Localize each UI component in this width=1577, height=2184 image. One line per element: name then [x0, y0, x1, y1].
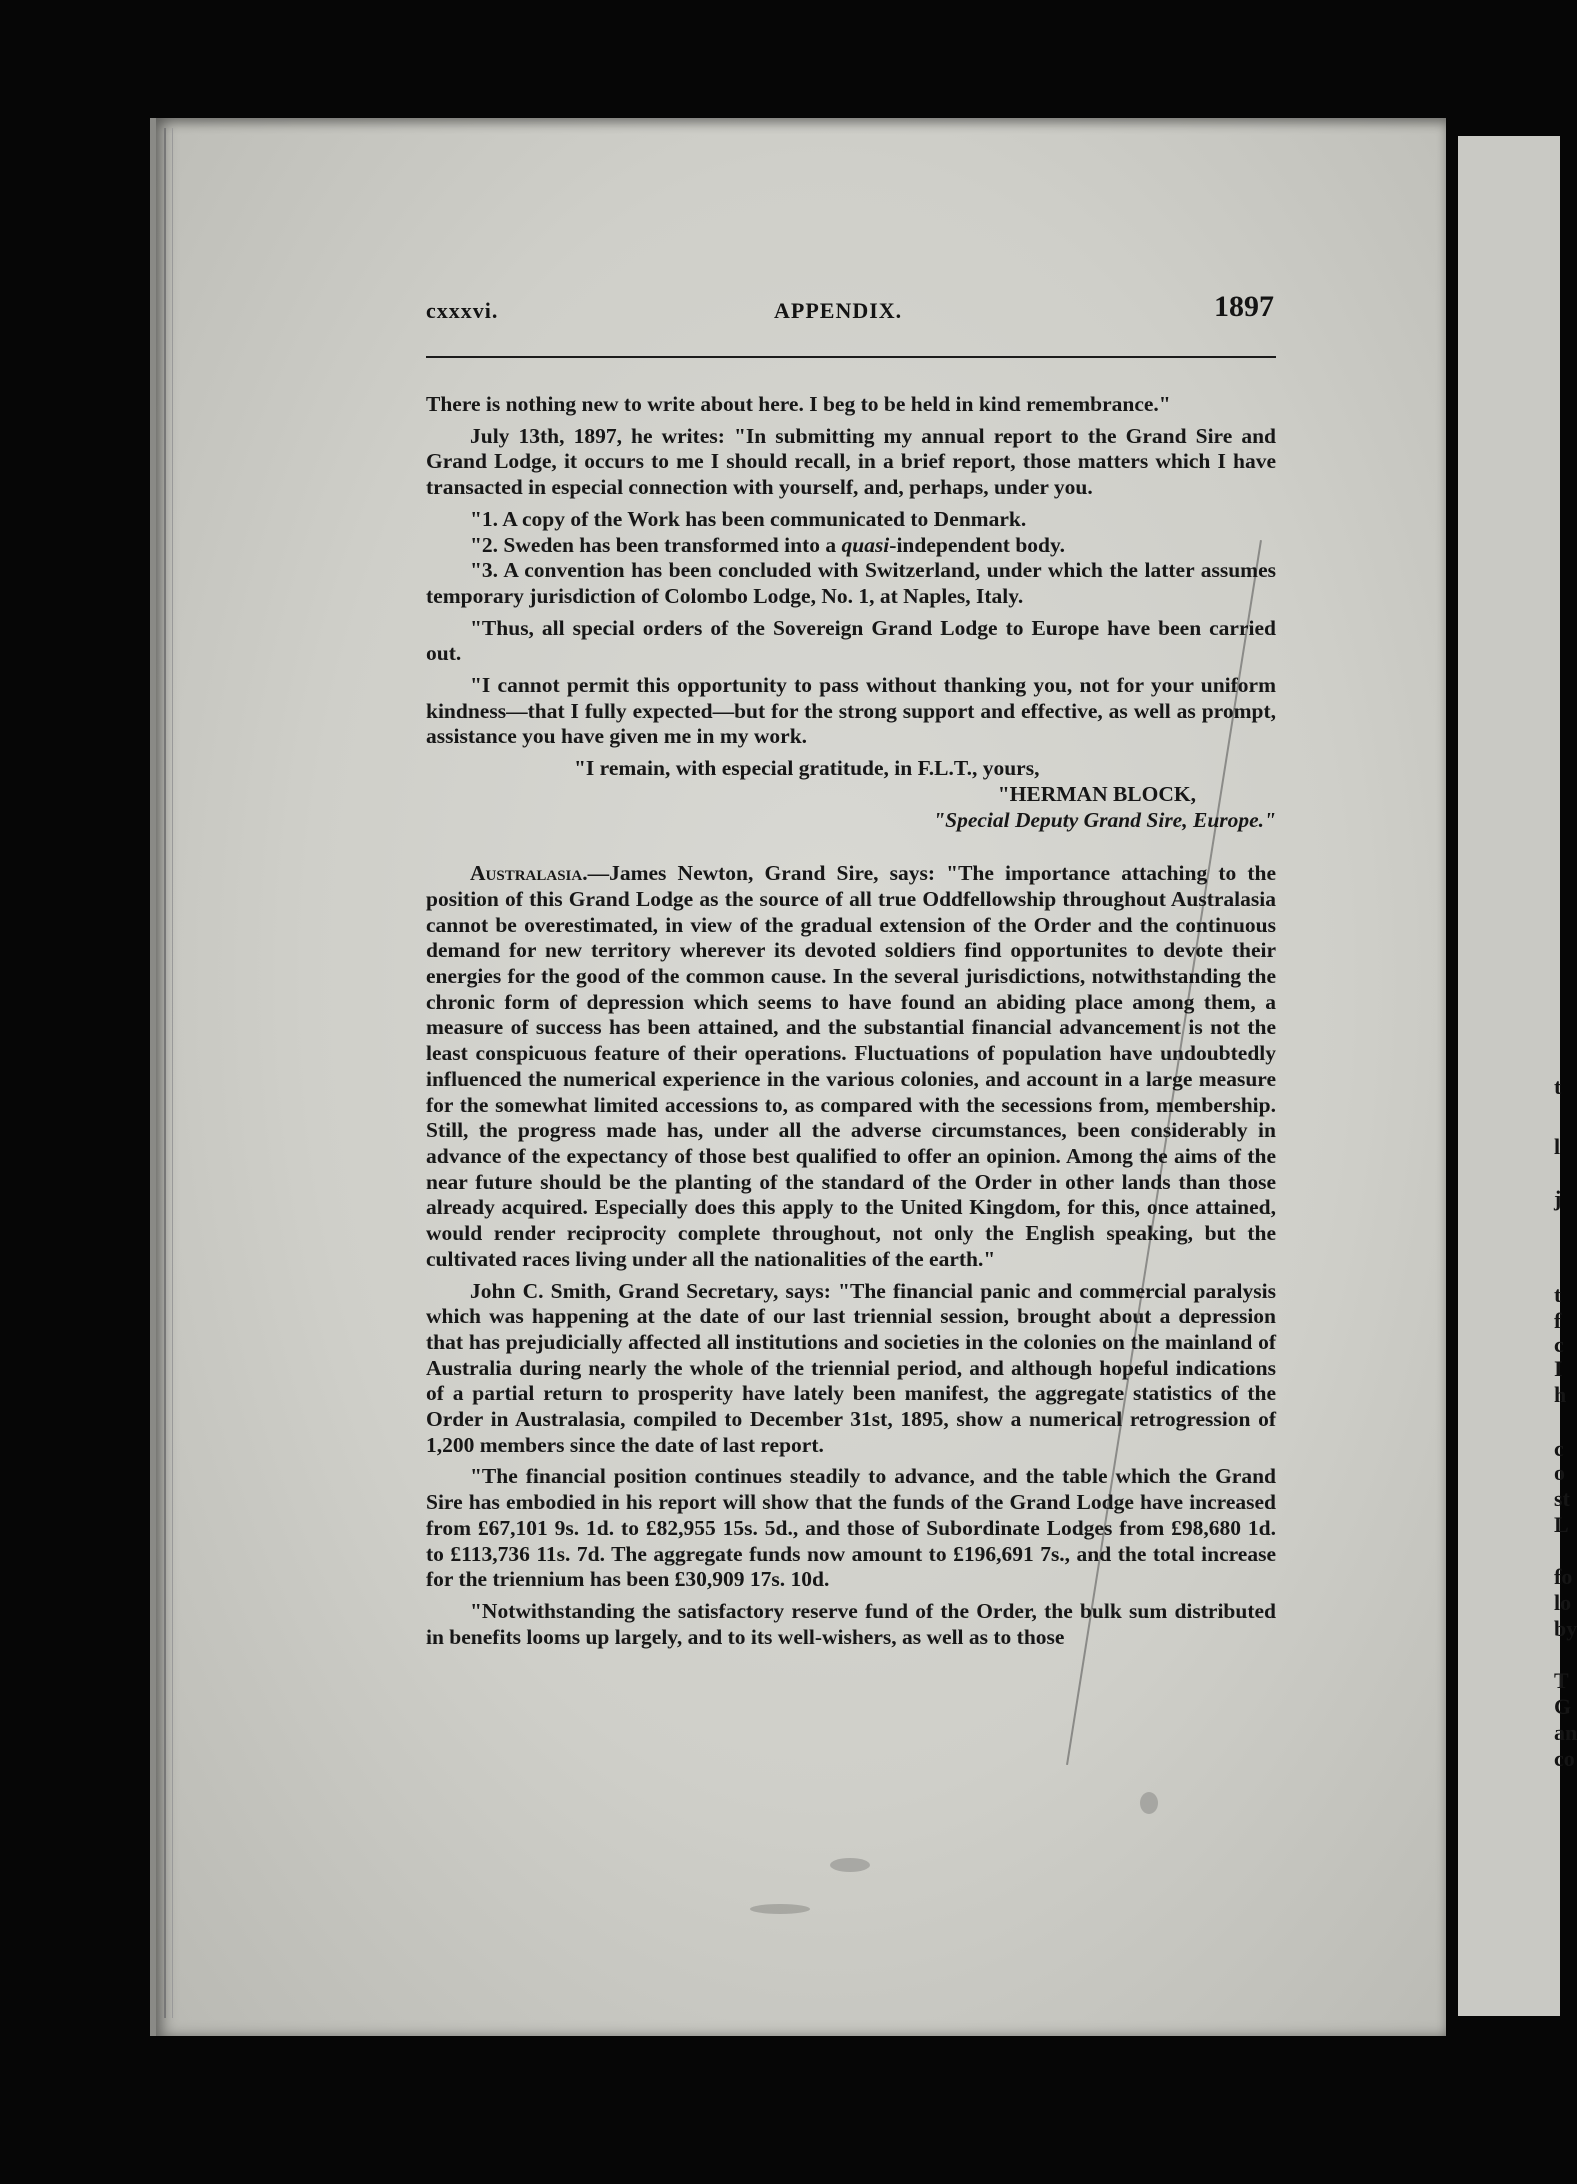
scan-speck — [830, 1858, 870, 1872]
italic-term: quasi — [841, 532, 890, 557]
section-lead: Australasia. — [470, 861, 588, 886]
adjacent-page-fragment: j — [1554, 1186, 1562, 1211]
list-item-text: "2. Sweden has been transformed into a — [470, 532, 842, 557]
header-rule — [426, 356, 1276, 358]
paragraph: "Notwithstanding the satisfactory reserve fund of the Order, the bulk sum distributed in benefits looms up largely, and to its well-wishers, as well as to those — [426, 1598, 1276, 1649]
page-edge-line — [164, 128, 166, 2018]
adjacent-page-fragment: co — [1554, 1746, 1575, 1771]
adjacent-page-fragment: t — [1554, 1074, 1562, 1099]
signature-title: "Special Deputy Grand Sire, Europe." — [933, 807, 1276, 832]
scan-speck — [750, 1904, 810, 1914]
adjacent-page-fragment: f — [1554, 1308, 1562, 1333]
adjacent-page-edge — [1458, 136, 1577, 2016]
paragraph: There is nothing new to write about here. I beg to be held in kind remembrance." — [426, 392, 1171, 416]
paragraph: "Thus, all special orders of the Sovereign Grand Lodge to Europe have been carried out. — [426, 615, 1276, 666]
paragraph: "I cannot permit this opportunity to pass without thanking you, not for your uniform kindness—that I fully expected—but for the strong support and effective, as well as prompt, assistance you have given me in my work. — [426, 673, 1276, 749]
adjacent-page-fragment: lo — [1554, 1590, 1572, 1615]
list-item-text: -independent body. — [889, 532, 1065, 557]
page-number: cxxxvi. — [426, 298, 499, 323]
adjacent-page-fragment: an — [1554, 1720, 1577, 1745]
page-edge-line — [172, 128, 173, 2018]
paragraph — [426, 861, 1276, 1272]
adjacent-page-fragment: I — [1554, 1356, 1563, 1381]
adjacent-page-fragment: fo — [1554, 1564, 1573, 1589]
signature-name: "HERMAN BLOCK, — [997, 781, 1196, 806]
section-title: APPENDIX. — [774, 298, 903, 323]
list-item — [426, 533, 1276, 559]
adjacent-page-fragment: st — [1554, 1486, 1570, 1511]
adjacent-page-fragment: c — [1554, 1332, 1564, 1357]
adjacent-page-fragment: T — [1554, 1668, 1569, 1693]
body-text — [426, 392, 1276, 1656]
list-item: "1. A copy of the Work has been communicated to Denmark. — [470, 506, 1027, 531]
running-header — [426, 290, 1276, 326]
adjacent-page-fragment: by — [1554, 1616, 1577, 1641]
header-year: 1897 — [1214, 290, 1274, 323]
adjacent-page-fragment: l — [1554, 1134, 1561, 1159]
list-item: "3. A convention has been concluded with Switzerland, under which the latter assumes temporary jurisdiction of Colombo Lodge, No. 1, at Naples, Italy. — [426, 558, 1276, 608]
adjacent-page-fragment: t — [1554, 1282, 1562, 1307]
adjacent-page-fragment: c — [1554, 1436, 1564, 1461]
closing-salutation: "I remain, with especial gratitude, in F.L.T., yours, — [574, 756, 1040, 781]
adjacent-page-fragment: G — [1554, 1694, 1572, 1719]
ink-blot — [1140, 1792, 1158, 1814]
adjacent-page-fragment: o — [1554, 1460, 1565, 1485]
paragraph: July 13th, 1897, he writes: "In submitting my annual report to the Grand Sire and Grand Lodge, it occurs to me I should recall, in a brief report, those matters which I have transacted in especial connection with yourself, and, perhaps, under you. — [426, 423, 1276, 500]
paragraph-text: —James Newton, Grand Sire, says: "The importance attaching to the position of this Grand Lodge as the source of all true Oddfellowship throughout Australasia cannot be overestimated, in view of the gradual extension of the Order and the continuous demand for new territory wherever its devoted soldiers find opportunites to devote their energies for the good of the common cause. In the several jurisdictions, notwithstanding the chronic form of depression which seems to have found an abiding place among them, a measure of success has been attained, and the substantial financial advancement is not the least conspicuous feature of their operations. Fluctuations of population have undoubtedly influenced the numerical experience in the various colonies, and account in a large measure for the somewhat limited accessions to, as compared with the secessions from, membership. Still, the progress made has, under all the adverse circumstances, been considerably in advance of the expectancy of those best qualified to offer an opinion. Among the aims of the near future should be the planting of the standard of the Order in other lands than those already acquired. Especially does this apply to the United Kingdom, for this, once attained, would render reciprocity complete throughout, not only the English speaking, but the cultivated races living under all the nationalities of the earth." — [426, 861, 1276, 1271]
paragraph: "The financial position continues steadily to advance, and the table which the Grand Sire has embodied in his report will show that the funds of the Grand Lodge have increased from £67,101 9s. 1d. to £82,955 15s. 5d., and those of Subordinate Lodges from £98,680 1d. to £113,736 11s. 7d. The aggregate funds now amount to £196,691 7s., and the total increase for the triennium has been £30,909 17s. 10d. — [426, 1464, 1276, 1592]
adjacent-page-fragment: L — [1554, 1512, 1569, 1537]
paragraph: John C. Smith, Grand Secretary, says: "The financial panic and commercial paralysis which was happening at the date of our last triennial session, brought about a depression that has prejudicially affected all institutions and societies in the colonies on the mainland of Australia during nearly the whole of the triennial period, and although hopeful indications of a partial return to prosperity have lately been manifest, the aggregate statistics of the Order in Australasia, compiled to December 31st, 1895, show a numerical retrogression of 1,200 members since the date of last report. — [426, 1278, 1276, 1457]
adjacent-page-fragment: h — [1554, 1382, 1567, 1407]
